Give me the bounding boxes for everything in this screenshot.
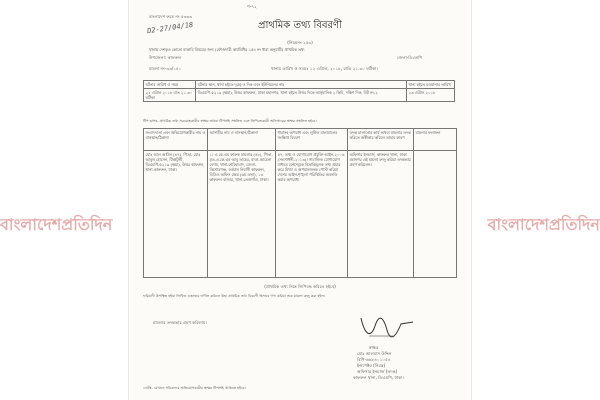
table-row (144, 81, 455, 89)
header-cell: ঘটনার তারিখ ও সময় (144, 81, 196, 89)
table-cell: ১। এ.কে.এম ফারুক মামলার (৪৮), পিতা- মৃত-এ.কে.এম আবু তাহের, মাতা-আমেনা বেগম, থানা-শেরিহাবাদ, জেলা-কিশোরগঞ্জ, বর্তমান নিবাসী কাফরুল, বিডিও অফিস ক্ষেত্র (৬ম তলা), ১৩ কাফরুল বাজার, থানা-তেজগাঁও, ঢাকা। (208, 151, 276, 278)
header-cell: ঘটনার স্থান, থানা হইতে দূরত্ব ও দিক এবং ইউনিয়নের নাম (196, 81, 407, 89)
header-cell: সংবাদদাতা এবং অভিযোগকারীর নাম ও বাসস্থান/ঠিকানা (144, 129, 208, 151)
officer-station: কাফরুল থানা, ডিএমপি, ঢাকা। (353, 375, 404, 380)
subtitle: থানায় দেশকৃত কোনো মাকাবি বিষয়ের জন্য (ফৌজদারী কার্যবিধির ১৫৪ নং ধারা অনুযায়ী) প্রাথমিক তথ্য (149, 47, 305, 52)
document-title: প্রাথমিক তথ্য বিবরণী (258, 20, 342, 31)
table-cell: অফিসার ইনচার্জ, কাফরুল থানা, ঢাকা মহানগর এই মামলা রুজু করিয়া তদন্তভার গ্রহণ করিলেন। (348, 151, 414, 278)
incident-table (143, 80, 455, 102)
assignment-note: মামলার তদন্তভার গ্রহণ করিলাম। (153, 320, 207, 325)
table-cell: ৫৭, তথ্য ও যোগাযোগ প্রযুক্তি আইন-২০০৬ (সংশোধনী-২০১৩)। সামাজিক যোগাযোগ মাধ্যমে ফেইসবুকে বিভ্রান্তিমূলক তথ্য প্রচার করে মিথ্যা ও অপমানজনক পোস্ট করিয়া দেশের আইন-শৃঙ্খলা পরিস্থিতির অবনতি করার অপরাধ। (276, 151, 348, 278)
header-cell: তদন্ত চালানোর কার্য অথবা মামলার তদন্ত করিতে অস্বীকার করিলে তাহার কারণ (348, 129, 414, 151)
form-number: বাংলাদেশ ফরম নং ৫৩৩৩ (149, 14, 192, 19)
table-row (144, 129, 457, 151)
after-table-note: (প্রাথমিক তথ্য নিম্নে লিপিবদ্ধ করিতে হইবে) (264, 284, 336, 289)
signature-label: স্বাক্ষর (369, 345, 379, 350)
header-cell: ধারাসহ অপরাধ এবং লুণ্ঠিত মালামালের সংক্ষিপ্ত বিবরণ (276, 129, 348, 151)
table-cell: মোঃ আল আমিন (৪৭), পিতা- মোঃ আবুল হোসেন, টিকাটুলী, ডিএমপি-৫২১৯ (ক্ষমা), উত্তর কাফরুল, থানা-কাফরুল, ঢাকা। (144, 151, 208, 278)
table-row (144, 89, 455, 102)
watermark-left: বাংলাদেশপ্রতিদিন (0, 217, 113, 234)
note: টিপ ছাপঃ- প্রাথমিক তথ্য সরবরাহকারীর স্বাক্ষর অথবা টিপসহি সম্বলিত এবং লিপিবদ্ধকারী অফিসারের স্বাক্ষর সম্বলিত হইবে। (143, 119, 317, 123)
district: জেলা-ডিএমপি (397, 55, 423, 60)
table-row (144, 151, 457, 278)
case-number: মামলা নং-৩৩/১৪০ (149, 66, 182, 71)
police-station: উপজেলা: কাফরুল (149, 55, 182, 60)
table-cell: ২৩ এপ্রিল ২০১৮ (407, 89, 455, 102)
header-cell: আসামীর নাম ও বাসস্থান/ঠিকানা (208, 129, 276, 151)
header-cell: থানা হইতে রওয়ানার তারিখ (407, 81, 455, 89)
signature-scribble-icon (357, 312, 417, 340)
document-page (128, 0, 472, 400)
rule-number: (নিয়মনং ২৫৩) (287, 40, 313, 45)
details-table (143, 128, 457, 278)
statement: ফরিয়াদী উপস্থিত হইয়া লিখিত এজাহার দাখিল করিলে উহা প্রাথমিক তথ্য বিবরণী হিসাবে গণ্য করিয়া অত্র মামলা রুজু করা হইল। (143, 294, 326, 298)
officer-rank: ইন্সপেক্টর (নিরস্ত্র) (357, 363, 386, 368)
table-cell: ডিএমপি-৫২১৯ (ক্ষমা), উত্তর কাফরুল, ঢাকা মহানগর, থানা হইতে উত্তর দিকে আনুমানিক ২ কিমি, দক্ষিণ দিক, বিট নং-২ (196, 89, 407, 102)
handwritten-date: D2-27/04/18 (146, 20, 194, 36)
officer-name: মোঃ আলমাস উদ্দিন (357, 351, 392, 356)
officer-post: অফিসার ইনচার্জ (তদন্ত) (357, 369, 398, 374)
header-cell: মামলার ফলাফল (414, 129, 457, 151)
top-ref: প-৭২ (247, 4, 257, 9)
table-cell (414, 151, 457, 278)
watermark-right: বাংলাদেশপ্রতিদিন (487, 217, 600, 234)
officer-id: বিপি-৬৬৮৪০১০৫৪ (357, 357, 391, 362)
footer-note: নোটঃ- যেখানে পরিবাদের অভিযোগকারীর স্বাক্ষর টিপসহি থাকিতে হইবে। (143, 386, 246, 390)
date-line: থানায় তারিখ ও সময়ঃ ১২ এপ্রিল, ২০১৮, রাত্রি ২১.৩০ ঘটিকা। (271, 66, 378, 71)
table-cell: ২২ এপ্রিল ২০১৮ রাত ২১.৩০ ঘটিকা (144, 89, 196, 102)
